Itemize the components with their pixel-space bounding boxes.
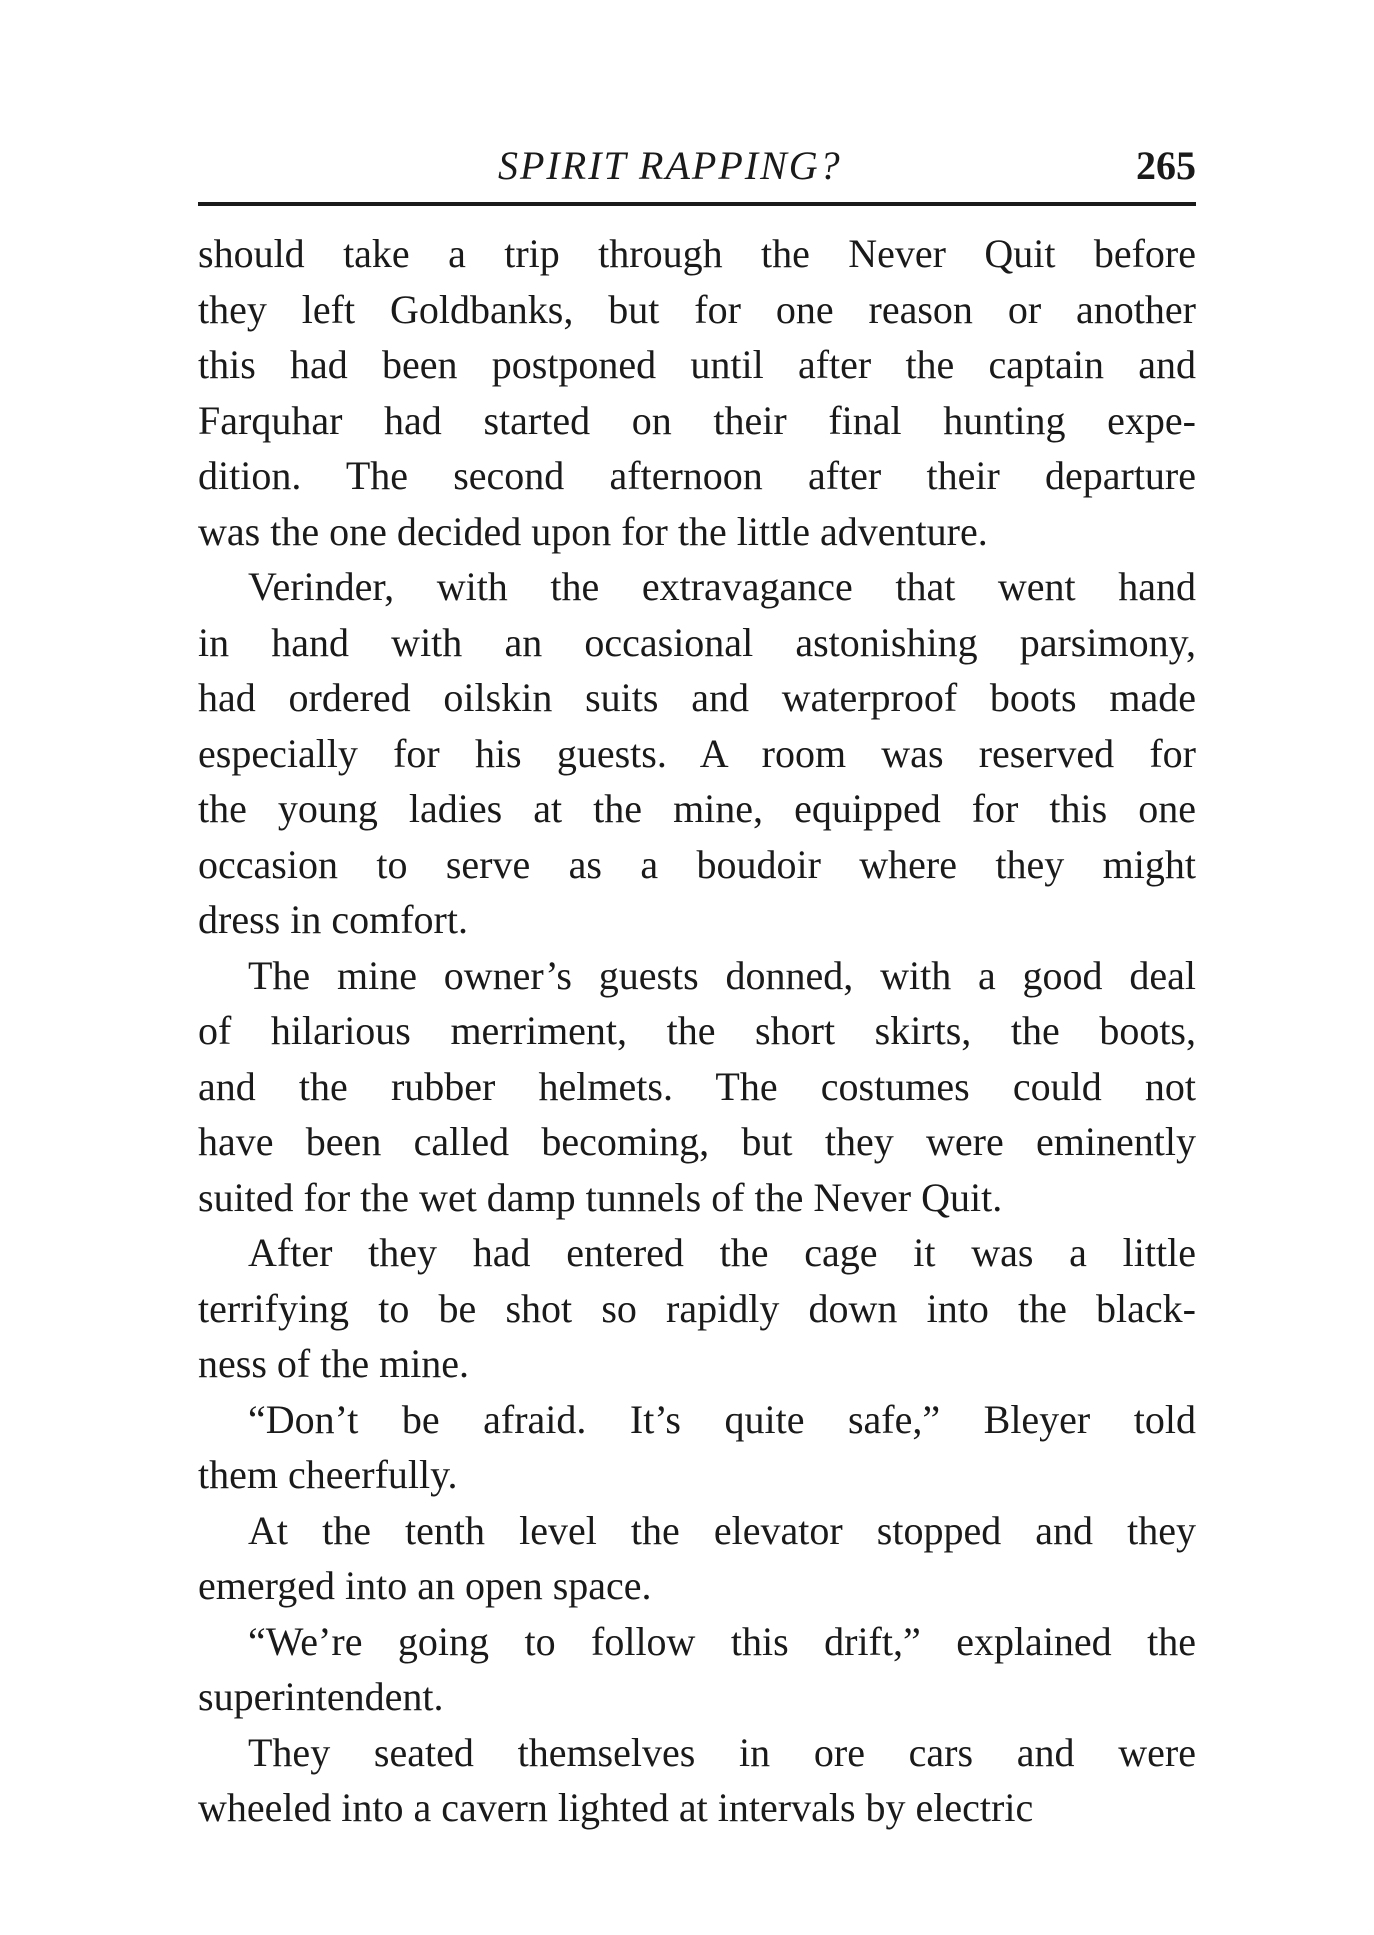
text-line: them cheerfully. [198, 1452, 458, 1497]
paragraph [198, 1392, 1196, 1503]
text-line: wheeled into a cavern lighted at intervals by electric [198, 1785, 1034, 1830]
text-line: they left Goldbanks, but for one reason or another [198, 286, 1196, 332]
paragraph [198, 1503, 1196, 1614]
text-line: dition. The second afternoon after their departure [198, 453, 1196, 498]
paragraph [198, 948, 1196, 1226]
text-line: the young ladies at the mine, equipped for this one [198, 786, 1196, 831]
paragraph [198, 1225, 1196, 1392]
text-line: ness of the mine. [198, 1341, 470, 1386]
text-line: “We’re going to follow this drift,” explained the [248, 1618, 1196, 1664]
text-line: occasion to serve as a boudoir where they might [198, 841, 1196, 887]
body-text [198, 226, 1196, 1836]
text-line: and the rubber helmets. The costumes could not [198, 1063, 1196, 1109]
text-line: terrifying to be shot so rapidly down into the black- [198, 1285, 1196, 1331]
paragraph [198, 226, 1196, 559]
text-line: suited for the wet damp tunnels of the Never Quit. [198, 1174, 1003, 1220]
text-line: in hand with an occasional astonishing parsimony, [198, 619, 1196, 665]
text-line: The mine owner’s guests donned, with a good deal [248, 952, 1196, 998]
text-line: had ordered oilskin suits and waterproof boots made [198, 675, 1196, 720]
page-number: 265 [1136, 143, 1196, 188]
paragraph [198, 1725, 1196, 1836]
header-rule [198, 202, 1196, 206]
text-line: should take a trip through the Never Quit before [198, 231, 1196, 276]
text-line: this had been postponed until after the captain and [198, 342, 1196, 387]
text-line: dress in comfort. [198, 897, 468, 942]
text-line: Verinder, with the extravagance that went hand [248, 564, 1196, 609]
text-line: have been called becoming, but they were eminently [198, 1119, 1196, 1164]
text-line: They seated themselves in ore cars and were [248, 1729, 1196, 1775]
text-line: At the tenth level the elevator stopped and they [248, 1507, 1196, 1553]
paragraph [198, 1614, 1196, 1725]
text-line: emerged into an open space. [198, 1563, 652, 1608]
text-line: of hilarious merriment, the short skirts, the boots, [198, 1008, 1196, 1053]
text-line: Farquhar had started on their final hunting expe- [198, 397, 1196, 443]
text-line: was the one decided upon for the little adventure. [198, 508, 988, 554]
text-line: “Don’t be afraid. It’s quite safe,” Bleyer told [248, 1396, 1196, 1442]
running-head [198, 138, 1196, 194]
text-line: superintendent. [198, 1674, 444, 1719]
running-title: SPIRIT RAPPING? [498, 143, 842, 188]
text-line: After they had entered the cage it was a little [248, 1230, 1196, 1275]
paragraph [198, 559, 1196, 948]
text-line: especially for his guests. A room was reserved for [198, 730, 1196, 776]
